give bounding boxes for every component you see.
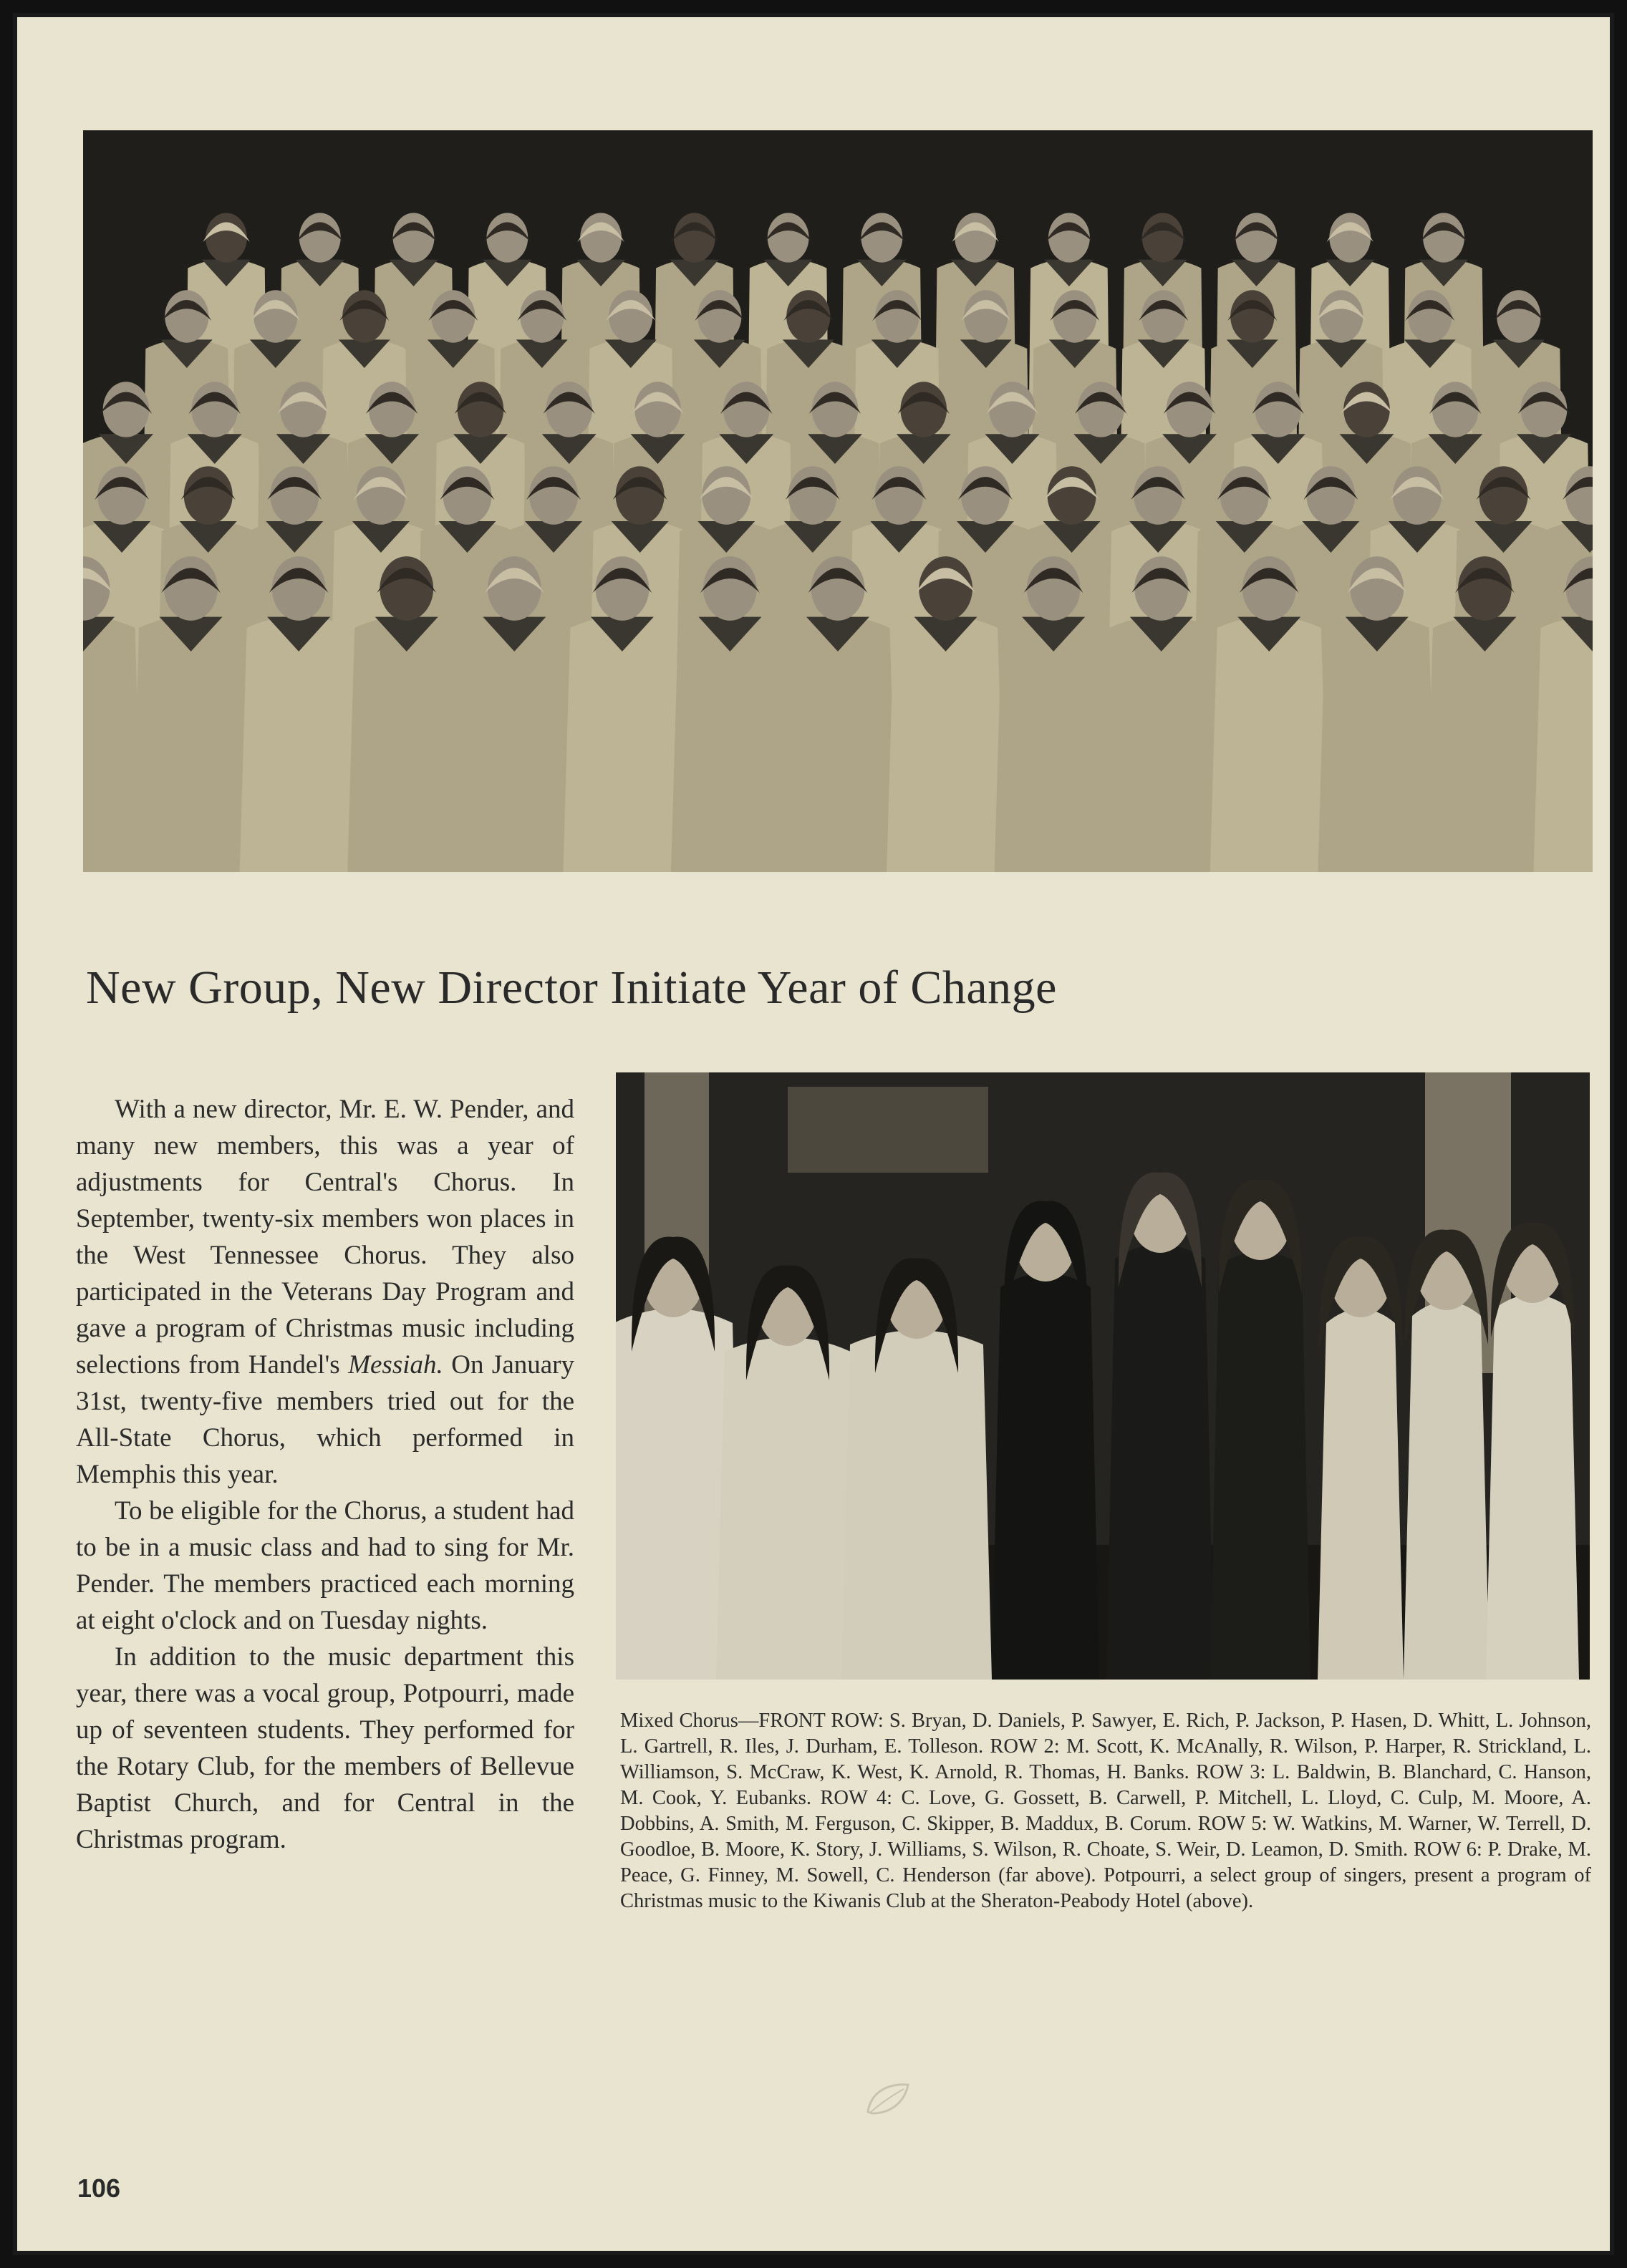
singer-face — [1343, 382, 1390, 437]
singer-face — [488, 556, 541, 621]
paragraph-1-text-end: On January 31st, twenty-five members tried out for the All-State Chorus, which performed in Memphis this year. — [76, 1350, 574, 1489]
singer-face — [989, 382, 1035, 437]
choir-robe — [779, 616, 897, 873]
singer-face — [1432, 382, 1479, 437]
singer-body — [1210, 1251, 1310, 1680]
singer-face — [342, 290, 386, 342]
potpourri-performance-photo — [616, 1072, 1590, 1680]
singer-face — [1141, 290, 1185, 342]
singer-face — [520, 290, 564, 342]
choir-robe — [240, 616, 358, 873]
singer-face — [919, 556, 972, 621]
singer-face — [1167, 382, 1213, 437]
article-body — [76, 1091, 574, 1858]
singer-face — [206, 213, 247, 262]
singer-face — [900, 382, 947, 437]
singer-face — [634, 382, 681, 437]
singer-face — [458, 382, 504, 437]
paragraph-3: In addition to the music department this year, there was a vocal group, Potpourri, made up of seventeen students. They performed for the Rotary Club, for the members of Bellevue Baptist Church, and for Central in the Christmas program. — [76, 1642, 574, 1854]
singer-face — [1230, 290, 1274, 342]
singer-face — [674, 213, 715, 262]
singer-face — [546, 382, 592, 437]
singer-face — [861, 213, 902, 262]
singer-face — [369, 382, 415, 437]
singer-face — [1134, 556, 1188, 621]
choir-robe — [1210, 616, 1328, 873]
singer-face — [788, 466, 837, 525]
singer-face — [1393, 466, 1442, 525]
singer-face — [874, 466, 923, 525]
singer-face — [1048, 213, 1090, 262]
singer-body — [841, 1330, 992, 1680]
potpourri-photo-drawing — [616, 1072, 1590, 1680]
singer-face — [723, 382, 770, 437]
singer-face — [443, 466, 491, 525]
singer-face — [812, 382, 859, 437]
singer-face — [280, 382, 327, 437]
singer-face — [964, 290, 1008, 342]
choir-robe — [132, 616, 250, 873]
singer-face — [609, 290, 652, 342]
singer-face — [529, 466, 578, 525]
singer-body — [1106, 1244, 1214, 1680]
singer-face — [786, 290, 830, 342]
singer-face — [165, 290, 208, 342]
singer-face — [1408, 290, 1452, 342]
singer-body — [1486, 1294, 1579, 1680]
singer-face — [616, 466, 665, 525]
page-number: 106 — [77, 2174, 121, 2203]
singer-face — [1319, 290, 1363, 342]
singer-body — [1404, 1302, 1490, 1680]
singer-face — [1329, 213, 1371, 262]
choir-robe — [347, 616, 465, 873]
singer-face — [703, 556, 757, 621]
singer-face — [272, 556, 326, 621]
singer-face — [1423, 213, 1464, 262]
singer-face — [97, 466, 146, 525]
singer-face — [1220, 466, 1269, 525]
singer-face — [1053, 290, 1096, 342]
choir-robe — [887, 616, 1005, 873]
mirror-frame — [788, 1087, 988, 1173]
yearbook-page — [13, 13, 1614, 2255]
singer-face — [1255, 382, 1301, 437]
singer-face — [1306, 466, 1355, 525]
singer-body — [1318, 1309, 1404, 1680]
choir-robe — [671, 616, 789, 873]
singer-face — [299, 213, 341, 262]
singer-face — [164, 556, 218, 621]
choir-robe — [1318, 616, 1436, 873]
singer-face — [955, 213, 996, 262]
singer-face — [811, 556, 865, 621]
photo-caption: Mixed Chorus—FRONT ROW: S. Bryan, D. Daniels, P. Sawyer, E. Rich, P. Jackson, P. Hasen, D. Whitt, L. Johnson, L. Gartrell, R. Iles, J. Durham, E. Tolleson. ROW 2: M. Scott, K. McAnally, R. Wilson, P. Harper, R. Strickland, L. Williamson, S. McCraw, K. West, K. Arnold, R. Thomas, H. Banks. ROW 3: L. Baldwin, B. Blanchard, C. Hanson, M. Cook, Y. Eubanks. ROW 4: C. Love, G. Gossett, B. Carwell, P. Mitchell, L. Lloyd, C. Culp, M. Moore, A. Dobbins, A. Smith, M. Ferguson, C. Skipper, B. Maddux, B. Corum. ROW 5: W. Watkins, M. Warner, W. Terrell, D. Goodloe, B. Moore, K. Story, J. Williams, S. Wilson, R. Choate, S. Weir, D. Leamon, D. Smith. ROW 6: P. Drake, M. Peace, G. Finney, M. Sowell, C. Henderson (far above). Potpourri, a select group of singers, present a program of Christmas music to the Kiwanis Club at the Sheraton-Peabody Hotel (above). — [620, 1710, 1591, 1912]
singer-face — [580, 213, 622, 262]
chorus-photo-drawing — [83, 130, 1593, 872]
chorus-group-photo — [83, 130, 1593, 872]
paragraph-1 — [76, 1091, 574, 1493]
singer-face — [875, 290, 919, 342]
choir-robe — [1534, 616, 1593, 873]
singer-body — [992, 1273, 1099, 1680]
singer-face — [191, 382, 238, 437]
messiah-title: Messiah. — [348, 1350, 443, 1380]
singer-face — [768, 213, 809, 262]
singer-face — [1134, 466, 1182, 525]
singer-face — [393, 213, 435, 262]
singer-face — [270, 466, 319, 525]
choir-robe — [1426, 616, 1544, 873]
singer-face — [697, 290, 741, 342]
singer-face — [486, 213, 528, 262]
singer-face — [1027, 556, 1081, 621]
singer-face — [357, 466, 405, 525]
singer-face — [1521, 382, 1568, 437]
singer-body — [716, 1337, 859, 1680]
paragraph-2: To be eligible for the Chorus, a student had to be in a music class and had to sing for Mr. Pender. The members practiced each morning at eight o'clock and on Tuesday nights. — [76, 1496, 574, 1635]
singer-face — [1048, 466, 1096, 525]
choir-robe — [563, 616, 681, 873]
choir-robe — [1102, 616, 1220, 873]
singer-face — [380, 556, 433, 621]
page-headline: New Group, New Director Initiate Year of Change — [86, 961, 1057, 1014]
singer-face — [103, 382, 150, 437]
singer-face — [184, 466, 233, 525]
singer-face — [1142, 213, 1184, 262]
singer-face — [1350, 556, 1404, 621]
leaf-emblem-icon — [864, 2079, 912, 2119]
singer-face — [961, 466, 1010, 525]
singer-face — [702, 466, 750, 525]
singer-face — [595, 556, 649, 621]
choir-robe — [455, 616, 574, 873]
singer-face — [254, 290, 297, 342]
singer-face — [431, 290, 475, 342]
singer-face — [1236, 213, 1278, 262]
singer-face — [1242, 556, 1296, 621]
singer-face — [1479, 466, 1528, 525]
singer-face — [1497, 290, 1540, 342]
singer-face — [1458, 556, 1512, 621]
paragraph-1-text: With a new director, Mr. E. W. Pender, and many new members, this was a year of adjustments for Central's Chorus. In September, twenty-six members won places in the West Tennessee Chorus. They also participated in the Veterans Day Program and gave a program of Christmas music including selections from Handel's — [76, 1095, 574, 1380]
singer-face — [1078, 382, 1124, 437]
choir-robe — [995, 616, 1113, 873]
